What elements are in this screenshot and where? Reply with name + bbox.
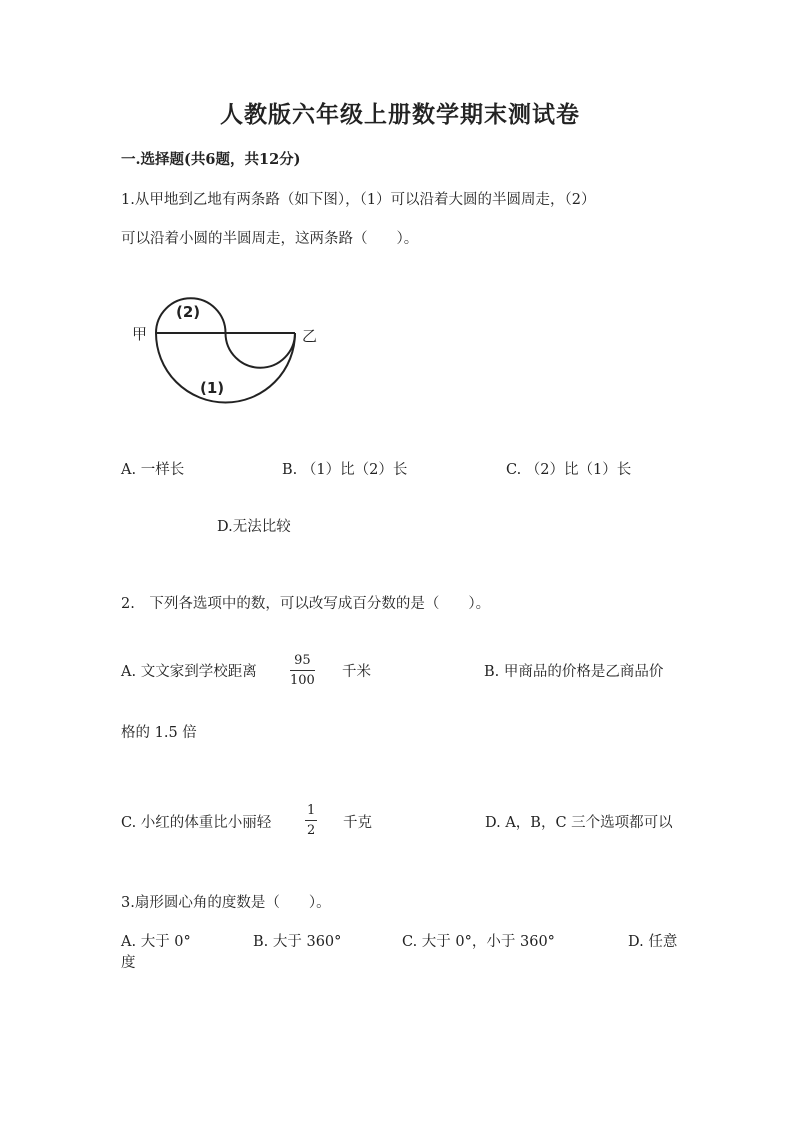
q1-stem-line2: 可以沿着小圆的半圆周走，这两条路（ ）。	[121, 231, 419, 247]
fraction-denominator: 100	[290, 673, 315, 688]
q2-stem: 2. 下列各选项中的数，可以改写成百分数的是（ ）。	[121, 596, 491, 612]
label-small-path: (2)	[176, 303, 201, 321]
q3-option-d: D. 任意	[628, 934, 678, 950]
q2-option-d: D. A，B，C 三个选项都可以	[485, 815, 673, 831]
fraction-numerator: 95	[290, 654, 315, 671]
q1-option-a: A. 一样长	[121, 462, 185, 478]
small-semicircle-bottom	[226, 333, 296, 368]
q1-stem-line1: 1.从甲地到乙地有两条路（如下图），（1）可以沿着大圆的半圆周走，（2）	[121, 192, 596, 208]
fraction-numerator: 1	[305, 804, 317, 821]
page-title: 人教版六年级上册数学期末测试卷	[220, 101, 580, 128]
section-heading: 一.选择题(共6题，共12分)	[121, 151, 301, 168]
q2-option-a-text: A. 文文家到学校距离	[121, 664, 257, 680]
q3-option-d-wrap: 度	[121, 955, 136, 971]
q1-option-d: D.无法比较	[217, 519, 291, 535]
label-yi: 乙	[302, 327, 318, 345]
q1-option-c: C. （2）比（1）长	[506, 462, 632, 478]
q2-option-c-text: C. 小红的体重比小丽轻	[121, 815, 272, 831]
q3-option-b: B. 大于 360°	[253, 934, 342, 950]
q2-option-c-unit: 千克	[343, 815, 372, 831]
q3-option-a: A. 大于 0°	[121, 934, 191, 950]
q2-option-a-fraction	[290, 654, 315, 687]
large-semicircle	[156, 333, 295, 403]
semicircle-paths-figure	[120, 285, 320, 415]
q3-stem: 3.扇形圆心角的度数是（ ）。	[121, 895, 331, 911]
q2-option-b-line2: 格的 1.5 倍	[121, 725, 197, 741]
q2-option-b-line1: B. 甲商品的价格是乙商品价	[484, 664, 664, 680]
fraction-denominator: 2	[307, 823, 316, 838]
label-large-path: (1)	[200, 379, 225, 397]
label-jia: 甲	[132, 325, 148, 343]
q2-option-a-unit: 千米	[342, 664, 371, 680]
q3-option-c: C. 大于 0°，小于 360°	[402, 934, 555, 950]
q2-option-c-fraction	[305, 804, 317, 837]
q1-option-b: B. （1）比（2）长	[282, 462, 408, 478]
